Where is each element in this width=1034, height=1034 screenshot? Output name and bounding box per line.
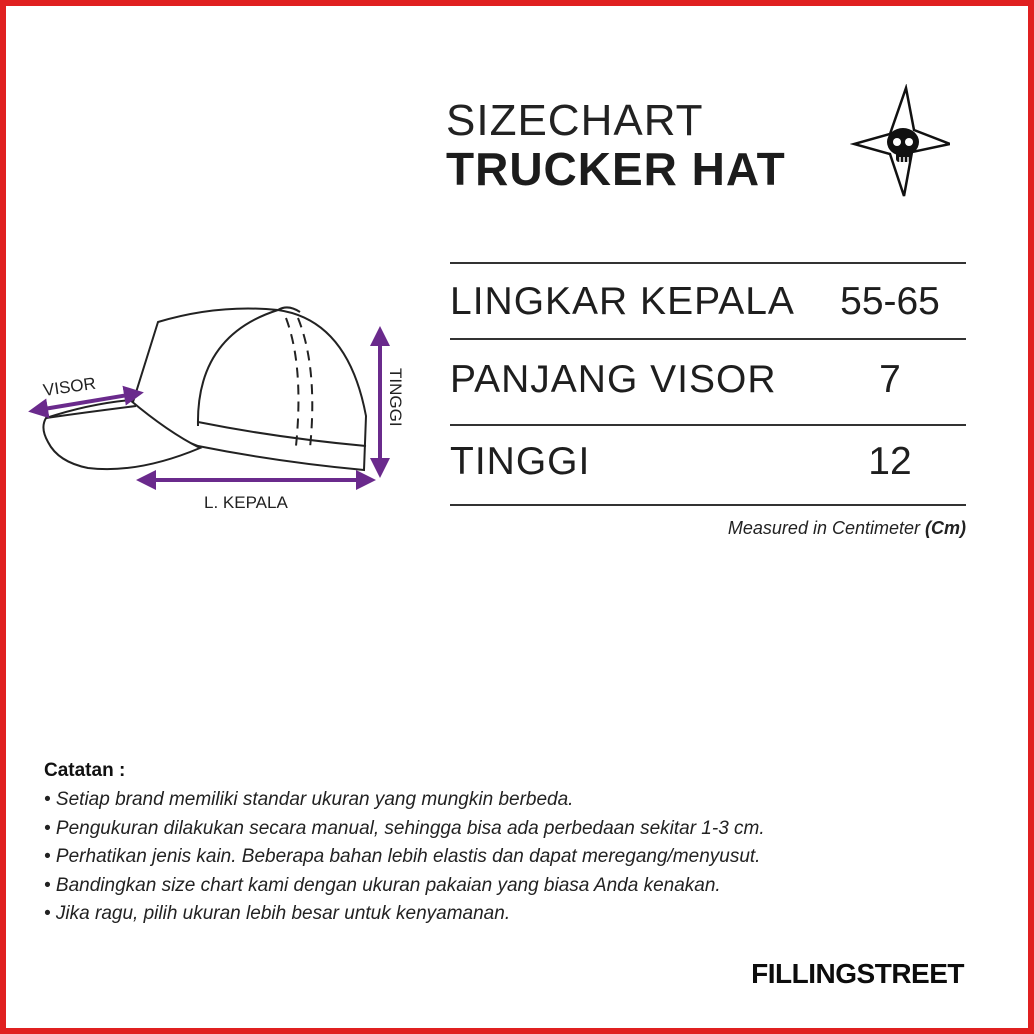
table-divider (450, 338, 966, 340)
row-value-panjang-visor: 7 (879, 358, 901, 401)
unit-note-text: Measured in Centimeter (727, 518, 925, 538)
unit-note-abbr: (Cm) (925, 518, 966, 538)
unit-note (728, 518, 966, 539)
table-divider (450, 504, 966, 506)
table-divider (450, 262, 966, 264)
brand-logo: FILLINGSTREET (751, 958, 964, 989)
head-width-label: L. KEPALA (204, 493, 288, 512)
row-label-tinggi: TINGGI (450, 440, 591, 483)
notes-title: Catatan : (44, 760, 126, 781)
note-item: • Perhatikan jenis kain. Beberapa bahan lebih elastis dan dapat meregang/menyusut. (44, 846, 761, 867)
row-label-lingkar-kepala: LINGKAR KEPALA (450, 280, 795, 323)
trucker-hat-diagram (28, 296, 418, 516)
note-item: • Setiap brand memiliki standar ukuran yang mungkin berbeda. (44, 789, 574, 810)
table-divider (450, 424, 966, 426)
row-value-lingkar-kepala: 55-65 (840, 280, 940, 323)
visor-label: VISOR (41, 373, 97, 400)
row-label-panjang-visor: PANJANG VISOR (450, 358, 777, 401)
title-product: TRUCKER HAT (446, 143, 786, 195)
note-item: • Bandingkan size chart kami dengan ukuran pakaian yang biasa Anda kenakan. (44, 874, 721, 896)
title-sizechart: SIZECHART (446, 96, 704, 145)
row-value-tinggi: 12 (868, 440, 912, 483)
note-item: • Jika ragu, pilih ukuran lebih besar untuk kenyamanan. (44, 903, 511, 924)
star-skull-icon (850, 84, 950, 200)
height-label: TINGGI (386, 368, 405, 427)
note-item: • Pengukuran dilakukan secara manual, sehingga bisa ada perbedaan sekitar 1-3 cm. (44, 817, 765, 839)
notes-section (44, 760, 1004, 929)
